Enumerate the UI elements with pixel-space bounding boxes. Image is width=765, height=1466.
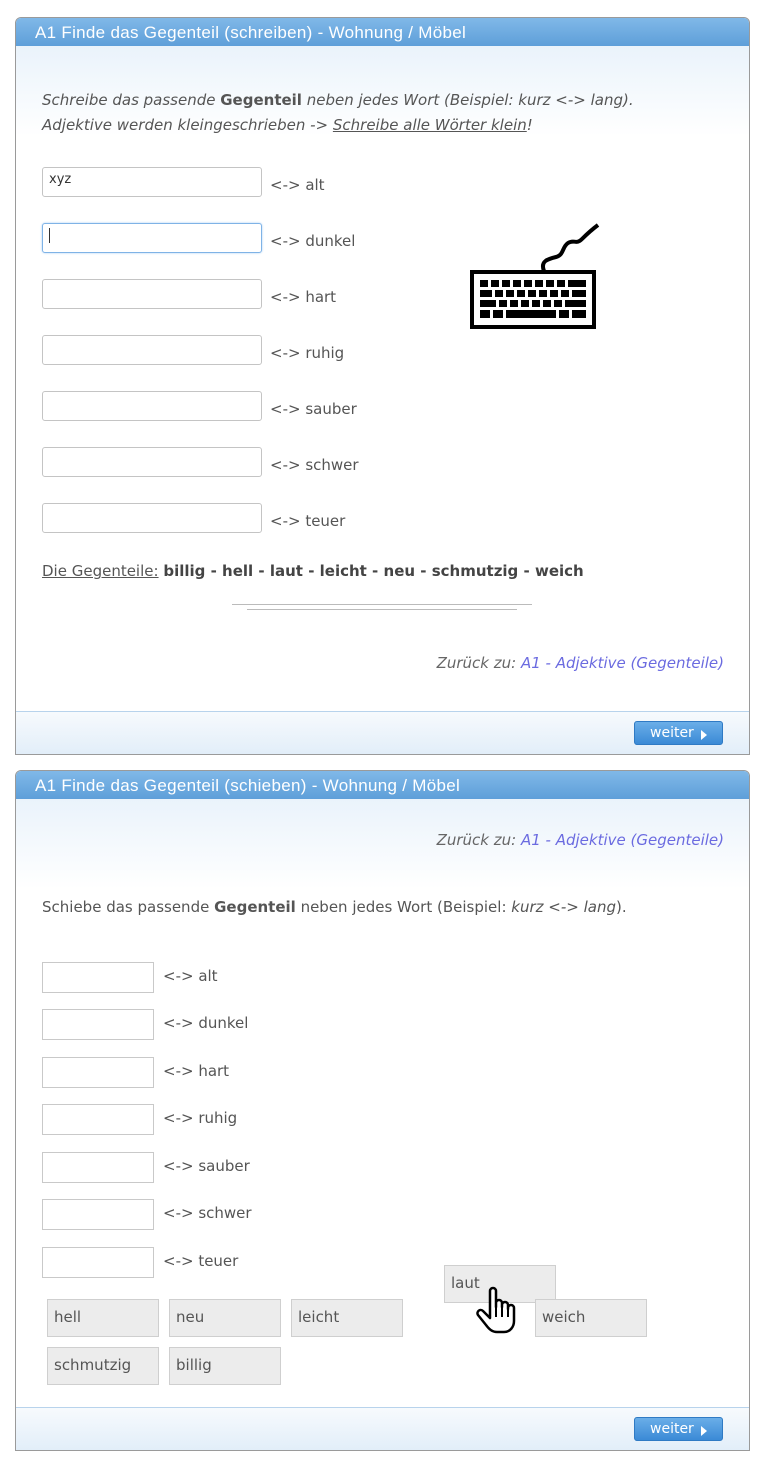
drop-zone[interactable] (42, 962, 154, 993)
solutions-label: Die Gegenteile: (42, 562, 159, 580)
drop-zone[interactable] (42, 1104, 154, 1135)
back-link-line (437, 831, 724, 849)
answer-input[interactable] (42, 335, 262, 365)
word-chip[interactable]: schmutzig (47, 1347, 159, 1385)
next-button[interactable] (634, 1417, 723, 1441)
instruction-text: Adjektive werden kleingeschrieben -> (42, 116, 333, 134)
panel-title: A1 Finde das Gegenteil (schieben) - Wohnung / Möbel (16, 771, 749, 799)
back-prefix: Zurück zu: (436, 831, 521, 849)
next-button[interactable] (634, 721, 723, 745)
solutions-words: billig - hell - laut - leicht - neu - schmutzig - weich (163, 562, 584, 580)
word-label: <-> schwer (163, 1204, 252, 1222)
caret-right-icon (701, 730, 707, 740)
answer-input[interactable] (42, 279, 262, 309)
divider (232, 604, 532, 605)
back-link[interactable]: A1 - Adjektive (Gegenteile) (520, 654, 724, 672)
instruction-text: Schreibe das passende (42, 91, 221, 109)
next-button-label: weiter (650, 1421, 694, 1437)
back-link[interactable]: A1 - Adjektive (Gegenteile) (520, 831, 724, 849)
exercise-panel-drag (15, 770, 750, 1451)
instruction-text: neben jedes Wort (Beispiel: (295, 898, 512, 916)
word-chip[interactable]: neu (169, 1299, 281, 1337)
word-label: <-> hart (163, 1062, 230, 1080)
word-label: <-> schwer (270, 456, 359, 474)
word-label: <-> dunkel (163, 1014, 249, 1032)
word-chip[interactable]: hell (47, 1299, 159, 1337)
hand-pointer-icon (472, 1285, 524, 1335)
text-caret (49, 228, 50, 243)
word-label: <-> alt (163, 967, 218, 985)
drop-zone[interactable] (42, 1057, 154, 1088)
answer-input[interactable] (42, 391, 262, 421)
panel-title: A1 Finde das Gegenteil (schreiben) - Wohnung / Möbel (16, 18, 749, 46)
drop-zone[interactable] (42, 1247, 154, 1278)
instruction-text: ! (526, 116, 533, 134)
answer-input-focused[interactable] (42, 223, 262, 253)
instruction-text: Schiebe das passende (42, 898, 215, 916)
word-chip-dragging[interactable]: laut (444, 1265, 556, 1303)
instruction (42, 895, 627, 920)
solutions-line (42, 562, 584, 580)
instruction-bold: Gegenteil (220, 91, 302, 109)
answer-input[interactable] (42, 447, 262, 477)
drop-zone[interactable] (42, 1199, 154, 1230)
answer-input[interactable]: xyz (42, 167, 262, 197)
keyboard-icon (468, 223, 603, 329)
panel-footer (16, 1407, 749, 1450)
word-label: <-> alt (270, 176, 325, 194)
back-prefix: Zurück zu: (436, 654, 521, 672)
next-button-label: weiter (650, 725, 694, 741)
instruction (42, 88, 702, 138)
divider (247, 609, 517, 610)
instruction-bold: Gegenteil (214, 898, 296, 916)
word-chip[interactable]: weich (535, 1299, 647, 1337)
word-label: <-> teuer (163, 1252, 239, 1270)
instruction-underlined: Schreibe alle Wörter klein (332, 116, 527, 134)
word-label: <-> hart (270, 288, 337, 306)
exercise-panel-write (15, 17, 750, 755)
instruction-italic: kurz <-> lang (511, 898, 616, 916)
word-label: <-> ruhig (270, 344, 345, 362)
word-chip[interactable]: leicht (291, 1299, 403, 1337)
panel-body (16, 799, 749, 1409)
answer-input[interactable] (42, 503, 262, 533)
back-link-line (437, 654, 724, 672)
instruction-text: neben jedes Wort (Beispiel: kurz <-> lang). (301, 91, 634, 109)
word-label: <-> sauber (270, 400, 357, 418)
drop-zone[interactable] (42, 1009, 154, 1040)
instruction-text: ). (615, 898, 627, 916)
panel-body (16, 46, 749, 713)
word-label: <-> dunkel (270, 232, 356, 250)
caret-right-icon (701, 1426, 707, 1436)
drop-zone[interactable] (42, 1152, 154, 1183)
word-label: <-> sauber (163, 1157, 250, 1175)
panel-footer (16, 711, 749, 754)
word-label: <-> teuer (270, 512, 346, 530)
word-chip[interactable]: billig (169, 1347, 281, 1385)
word-label: <-> ruhig (163, 1109, 238, 1127)
